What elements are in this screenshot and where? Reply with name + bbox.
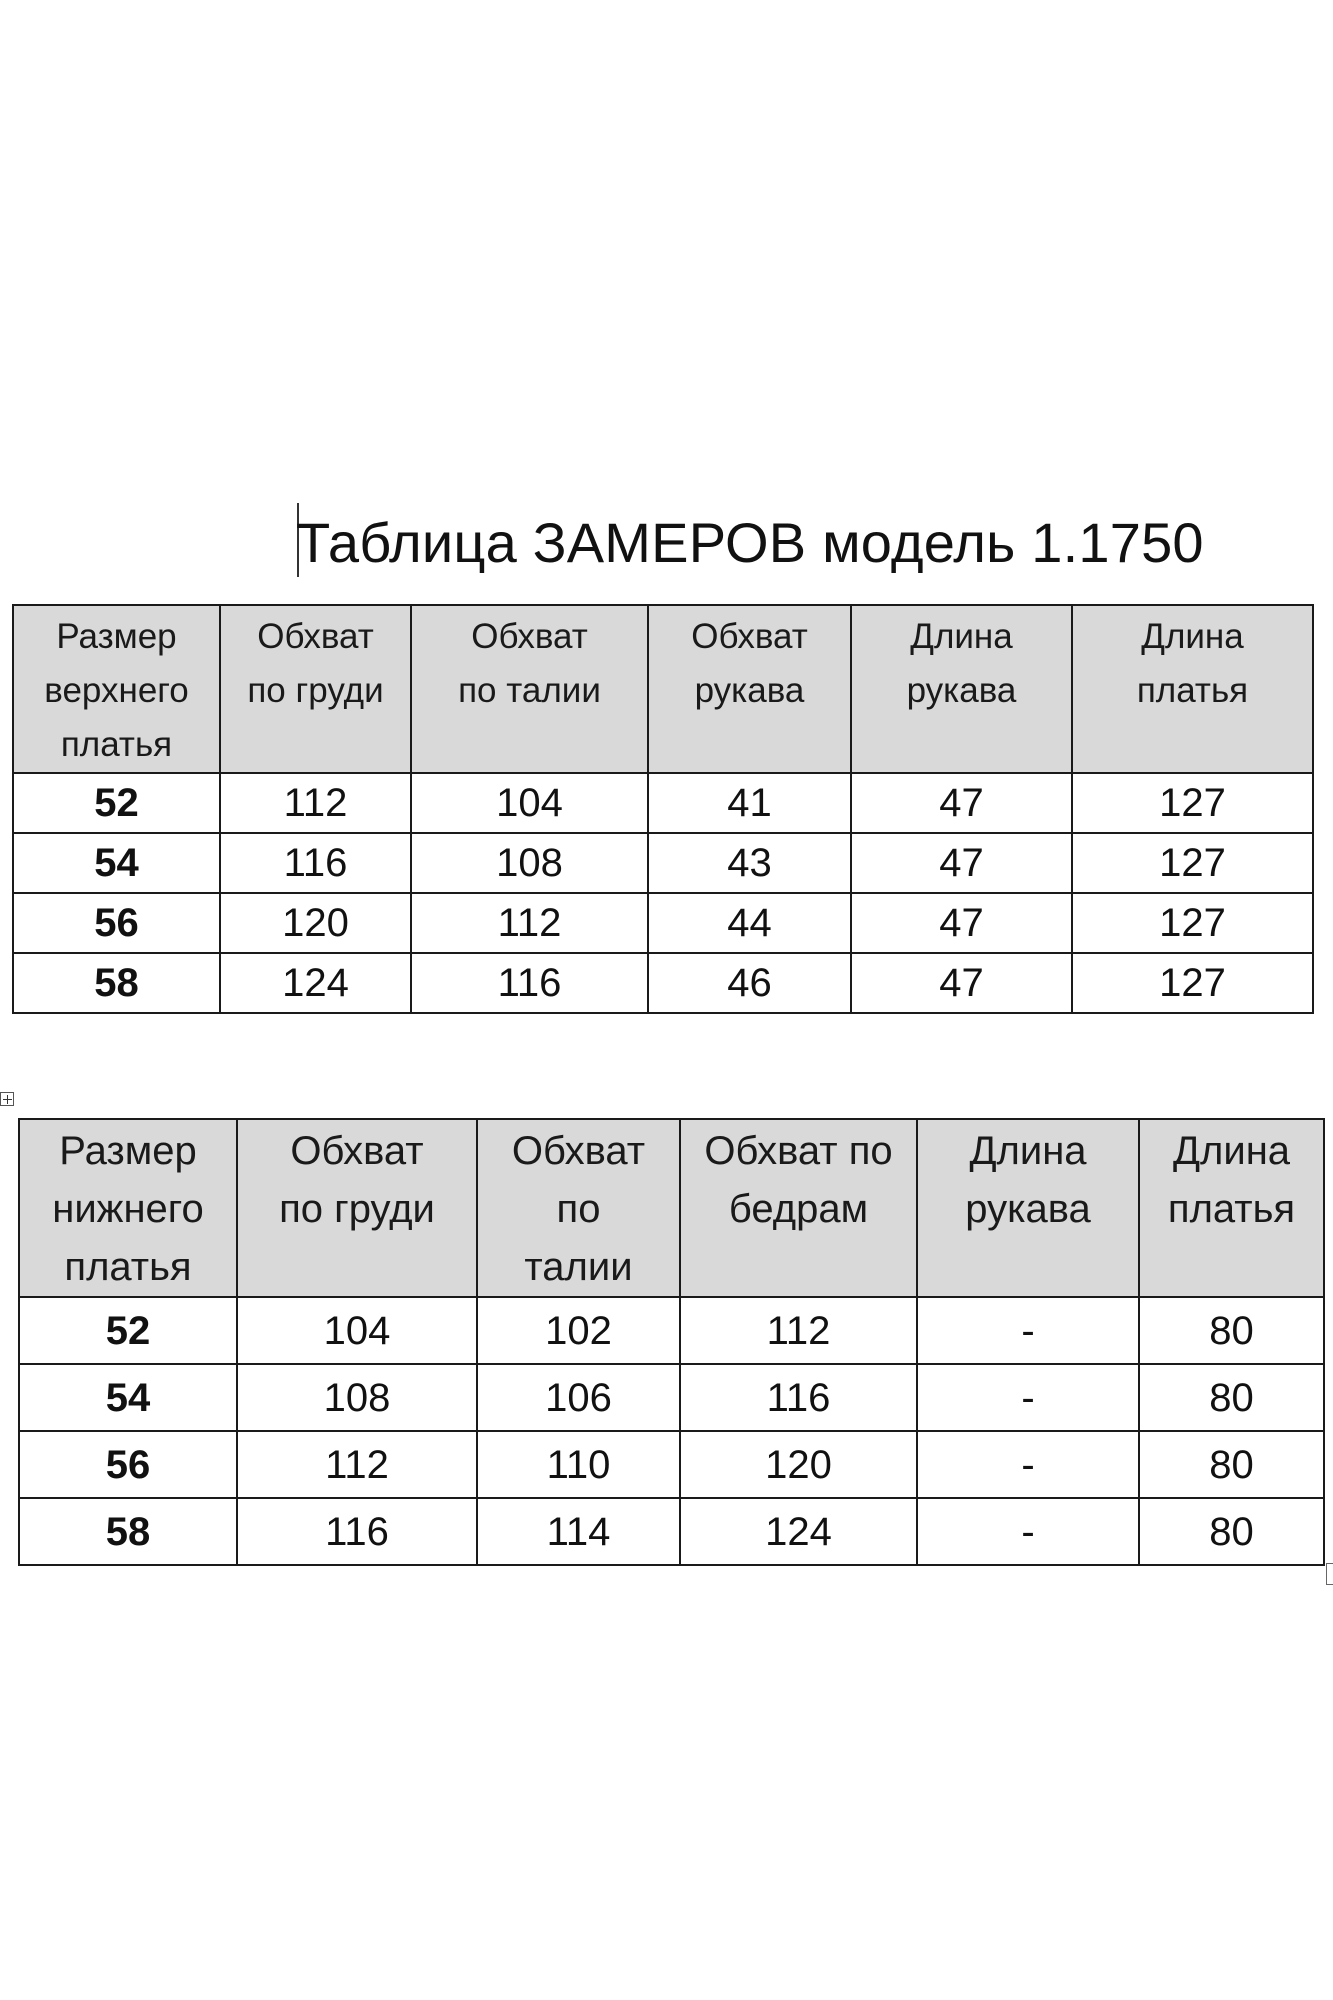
table-row (13, 773, 1313, 833)
header-cell (1139, 1119, 1324, 1297)
table-cell: 124 (220, 953, 411, 1013)
header-label: Размер верхнего платья (44, 617, 189, 764)
table-cell: - (917, 1297, 1139, 1364)
table-cell: 47 (851, 953, 1072, 1013)
table-cell: 80 (1139, 1431, 1324, 1498)
table-cell: 104 (411, 773, 648, 833)
header-label: Длина платья (1136, 617, 1249, 710)
table-cell: 108 (411, 833, 648, 893)
table-resize-handle-icon[interactable] (1326, 1563, 1333, 1585)
header-label: Длина рукава (906, 617, 1017, 710)
table-cell: - (917, 1431, 1139, 1498)
table-cell: 116 (411, 953, 648, 1013)
header-label: Обхват по груди (247, 617, 384, 710)
size-cell: 58 (13, 953, 220, 1013)
header-cell (220, 605, 411, 773)
table-cell: 112 (411, 893, 648, 953)
table-cell: 102 (477, 1297, 680, 1364)
table-header-row (13, 605, 1313, 773)
document-title: Таблица ЗАМЕРОВ модель 1.1750 (296, 511, 1204, 574)
table-cell: 108 (237, 1364, 477, 1431)
size-cell: 56 (13, 893, 220, 953)
table-cell: 120 (220, 893, 411, 953)
size-cell: 54 (19, 1364, 237, 1431)
table-cell: 47 (851, 773, 1072, 833)
header-label: Обхват по талии (458, 617, 601, 710)
table-cell: 46 (648, 953, 851, 1013)
table-cell: 41 (648, 773, 851, 833)
table-cell: 110 (477, 1431, 680, 1498)
header-label: Обхват по груди (279, 1129, 435, 1231)
table-row (19, 1431, 1324, 1498)
header-cell (648, 605, 851, 773)
table-cell: 80 (1139, 1498, 1324, 1565)
table-cell: 80 (1139, 1297, 1324, 1364)
header-cell (680, 1119, 917, 1297)
table-cell: 127 (1072, 833, 1313, 893)
table-cell: 124 (680, 1498, 917, 1565)
size-cell: 54 (13, 833, 220, 893)
header-cell (237, 1119, 477, 1297)
header-cell (477, 1119, 680, 1297)
table-cell: 106 (477, 1364, 680, 1431)
table-row (19, 1364, 1324, 1431)
table-cell: 43 (648, 833, 851, 893)
table-cell: 127 (1072, 953, 1313, 1013)
table-cell: 127 (1072, 893, 1313, 953)
header-cell (411, 605, 648, 773)
lower-dress-size-table (18, 1118, 1325, 1566)
table-cell: 116 (237, 1498, 477, 1565)
size-cell: 58 (19, 1498, 237, 1565)
table-cell: 112 (220, 773, 411, 833)
table-cell: 114 (477, 1498, 680, 1565)
table-cell: 47 (851, 833, 1072, 893)
header-cell (13, 605, 220, 773)
header-label: Обхват по бедрам (704, 1129, 893, 1231)
table-cell: 112 (237, 1431, 477, 1498)
table-row (13, 953, 1313, 1013)
size-cell: 52 (19, 1297, 237, 1364)
size-cell: 52 (13, 773, 220, 833)
table-cell: 127 (1072, 773, 1313, 833)
table-cell: 112 (680, 1297, 917, 1364)
table-cell: - (917, 1364, 1139, 1431)
table-header-row (19, 1119, 1324, 1297)
header-label: Длина платья (1167, 1129, 1296, 1231)
header-cell (851, 605, 1072, 773)
table-row (19, 1297, 1324, 1364)
table-cell: 120 (680, 1431, 917, 1498)
table-cell: 80 (1139, 1364, 1324, 1431)
table-cell: 104 (237, 1297, 477, 1364)
size-cell: 56 (19, 1431, 237, 1498)
header-label: Размер нижнего платья (52, 1129, 204, 1289)
table-row (13, 893, 1313, 953)
header-cell (1072, 605, 1313, 773)
upper-dress-size-table (12, 604, 1314, 1014)
table-cell: - (917, 1498, 1139, 1565)
table-row (13, 833, 1313, 893)
header-label: Длина рукава (965, 1129, 1091, 1231)
header-label: Обхват рукава (691, 617, 808, 710)
header-label: Обхват по талии (511, 1129, 646, 1289)
table-move-handle-icon[interactable] (0, 1092, 14, 1106)
table-cell: 116 (680, 1364, 917, 1431)
header-cell (19, 1119, 237, 1297)
table-cell: 116 (220, 833, 411, 893)
table-row (19, 1498, 1324, 1565)
table-cell: 44 (648, 893, 851, 953)
table-cell: 47 (851, 893, 1072, 953)
header-cell (917, 1119, 1139, 1297)
